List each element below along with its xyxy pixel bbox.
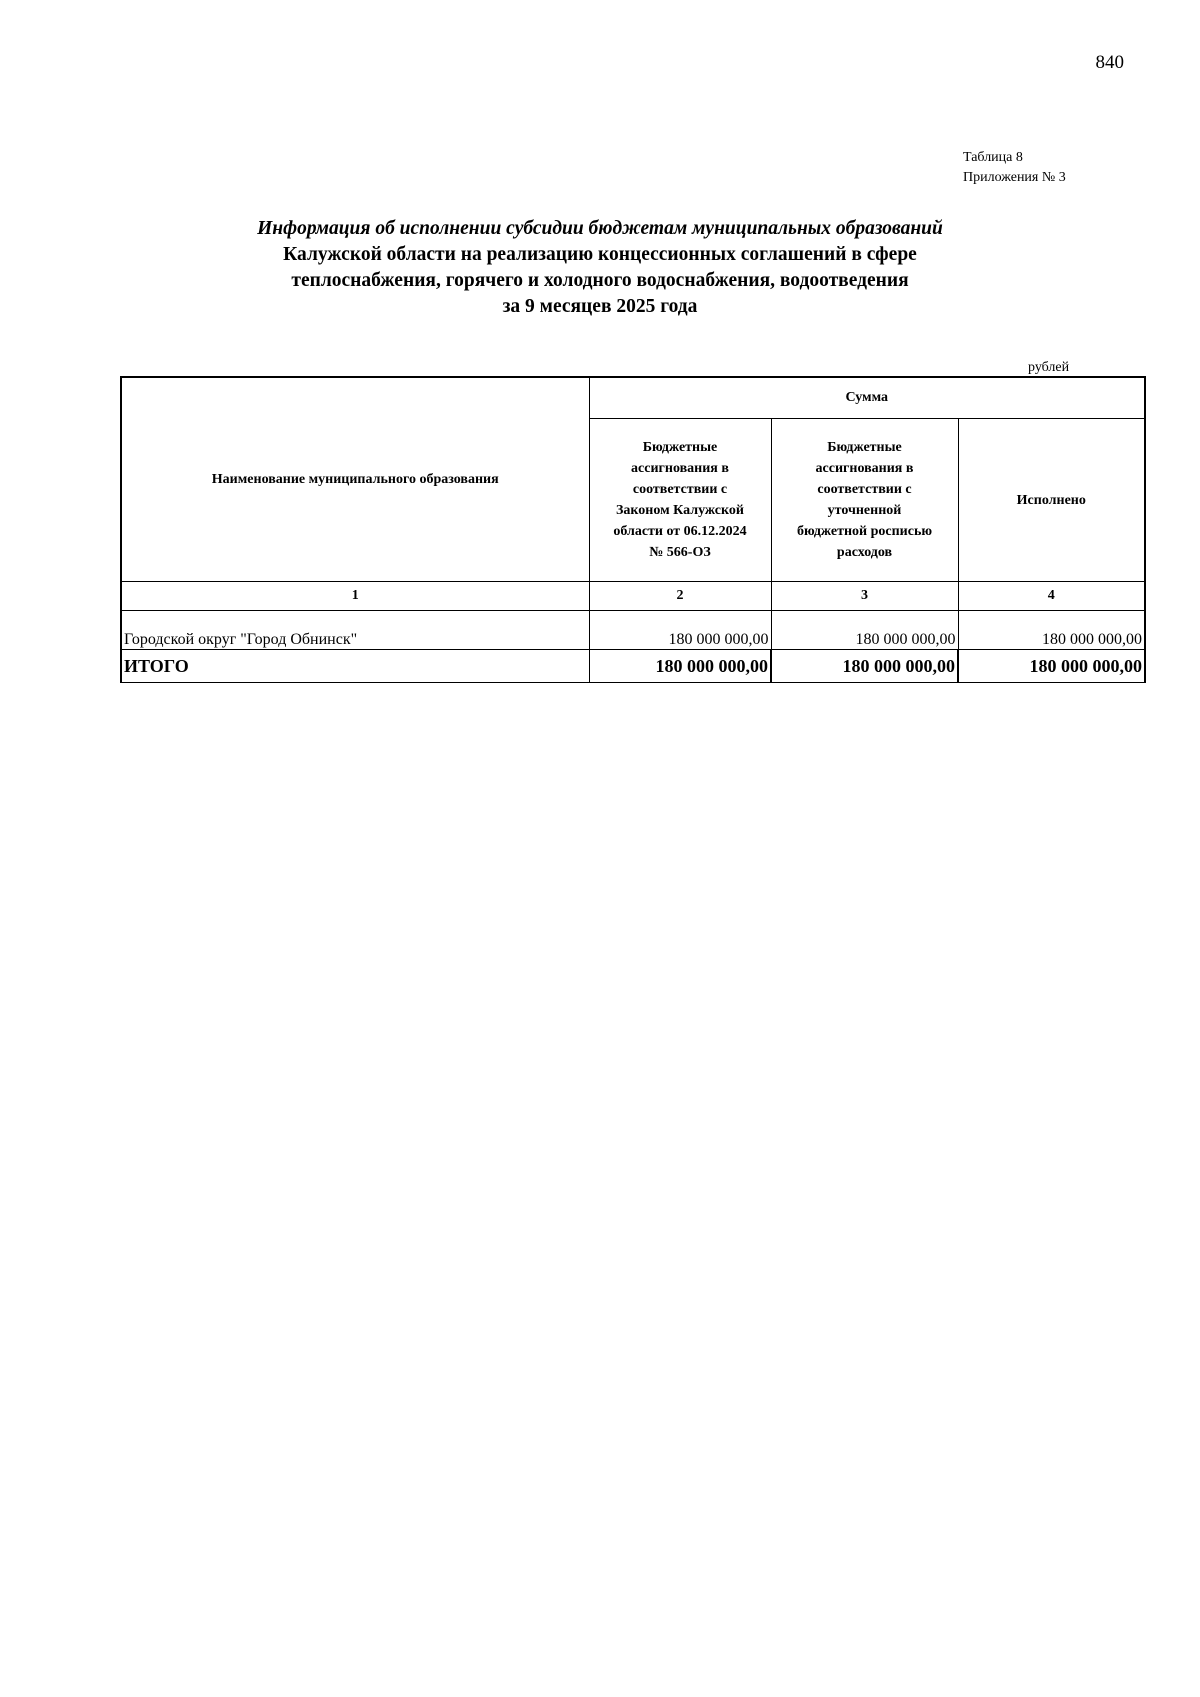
municipality-name: Городской округ "Город Обнинск": [121, 611, 589, 650]
header-text-line: Бюджетные: [827, 440, 902, 455]
column-number: 4: [958, 582, 1145, 611]
header-municipality-name: Наименование муниципального образования: [121, 377, 589, 582]
total-law-appropriation: 180 000 000,00: [589, 650, 771, 683]
header-text-line: Бюджетные: [642, 440, 718, 455]
refined-appropriation-value: 180 000 000,00: [771, 611, 958, 650]
header-law-appropriations: [589, 419, 771, 582]
header-summa: Сумма: [589, 377, 1145, 419]
document-title: [190, 216, 1010, 320]
title-line: теплоснабжения, горячего и холодного водоснабжения, водоотведения: [291, 270, 909, 291]
units-label: рублей: [1028, 360, 1070, 375]
subsidy-table: [120, 376, 1146, 683]
header-refined-appropriations: [771, 419, 958, 582]
header-text-line: ассигнования в: [631, 461, 729, 476]
header-text-line: № 566-ОЗ: [649, 545, 711, 560]
table-reference-line: Таблица 8: [963, 150, 1023, 165]
title-line: Информация об исполнении субсидии бюджетам муниципальных образований: [257, 218, 943, 239]
column-number: 2: [589, 582, 771, 611]
page-number: 840: [1095, 52, 1124, 73]
law-appropriation-value: 180 000 000,00: [589, 611, 771, 650]
column-number: 3: [771, 582, 958, 611]
title-line: за 9 месяцев 2025 года: [502, 296, 698, 317]
header-text-line: Законом Калужской: [616, 503, 744, 518]
header-text-line: соответствии с: [632, 482, 728, 497]
header-text-line: бюджетной росписью: [796, 524, 933, 539]
header-executed: Исполнено: [958, 419, 1145, 582]
title-line: Калужской области на реализацию концессионных соглашений в сфере: [283, 244, 917, 265]
header-text-line: области от 06.12.2024: [613, 524, 747, 539]
total-refined-appropriation: 180 000 000,00: [771, 650, 958, 683]
column-number: 1: [121, 582, 589, 611]
column-number-row: [121, 582, 1145, 611]
table-reference-line: Приложения № 3: [963, 170, 1066, 185]
table-reference: [963, 148, 1066, 188]
table-row: [121, 611, 1145, 650]
header-text-line: расходов: [836, 545, 893, 560]
header-text-line: соответствии с: [817, 482, 912, 497]
executed-value: 180 000 000,00: [958, 611, 1145, 650]
header-text-line: ассигнования в: [815, 461, 914, 476]
header-text-line: уточненной: [827, 503, 902, 518]
total-label: ИТОГО: [121, 650, 589, 683]
total-executed: 180 000 000,00: [958, 650, 1145, 683]
total-row: [121, 650, 1145, 683]
